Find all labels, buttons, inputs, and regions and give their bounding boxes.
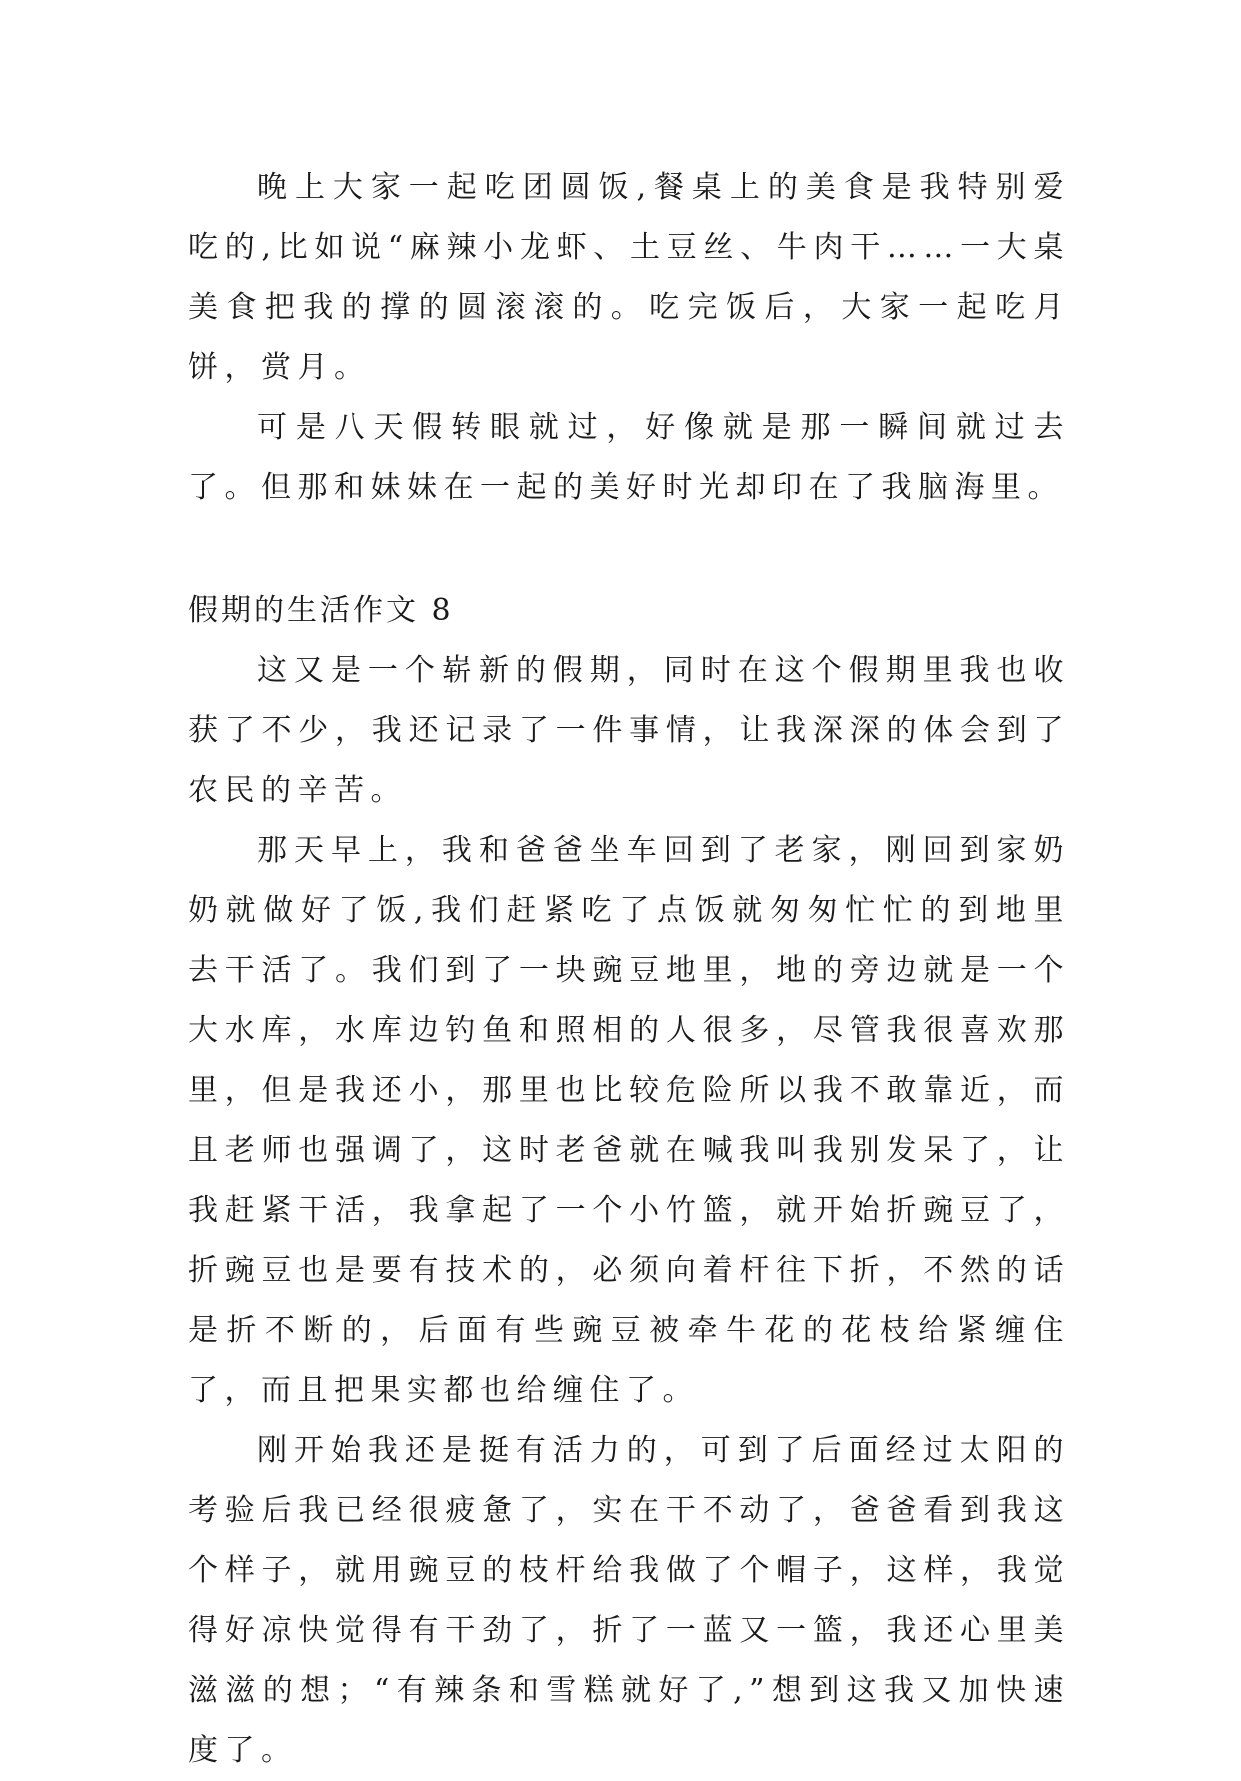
section-spacer xyxy=(188,518,1070,581)
paragraph-tired: 刚开始我还是挺有活力的，可到了后面经过太阳的考验后我已经很疲惫了，实在干不动了，爸爸看到我这个样子，就用豌豆的枝杆给我做了个帽子，这样，我觉得好凉快觉得有干劲了，折了一蓝又一篮，我还心里美滋滋的想；“有辣条和雪糕就好了,”想到这我又加快速度了。 xyxy=(188,1433,1070,1768)
paragraph-intro: 这又是一个崭新的假期，同时在这个假期里我也收获了不少，我还记录了一件事情，让我深深的体会到了农民的辛苦。 xyxy=(188,653,1070,808)
section-title: 假期的生活作文 8 xyxy=(188,593,454,628)
paragraph-holiday-end: 可是八天假转眼就过，好像就是那一瞬间就过去了。但那和妹妹在一起的美好时光却印在了我脑海里。 xyxy=(188,410,1070,505)
paragraph-farm-work: 那天早上，我和爸爸坐车回到了老家，刚回到家奶奶就做好了饭,我们赶紧吃了点饭就匆匆忙忙的到地里去干活了。我们到了一块豌豆地里，地的旁边就是一个大水库，水库边钓鱼和照相的人很多，尽管我很喜欢那里，但是我还小，那里也比较危险所以我不敢靠近，而且老师也强调了，这时老爸就在喊我叫我别发呆了，让我赶紧干活，我拿起了一个小竹篮，就开始折豌豆了，折豌豆也是要有技术的，必须向着杆往下折，不然的话是折不断的，后面有些豌豆被牵牛花的花枝给紧缠住了，而且把果实都也给缠住了。 xyxy=(188,833,1070,1408)
paragraph-dinner: 晚上大家一起吃团圆饭,餐桌上的美食是我特别爱吃的,比如说“麻辣小龙虾、土豆丝、牛肉干……一大桌美食把我的撑的圆滚滚的。吃完饭后，大家一起吃月饼，赏月。 xyxy=(188,170,1070,385)
document-body xyxy=(188,158,1070,1781)
